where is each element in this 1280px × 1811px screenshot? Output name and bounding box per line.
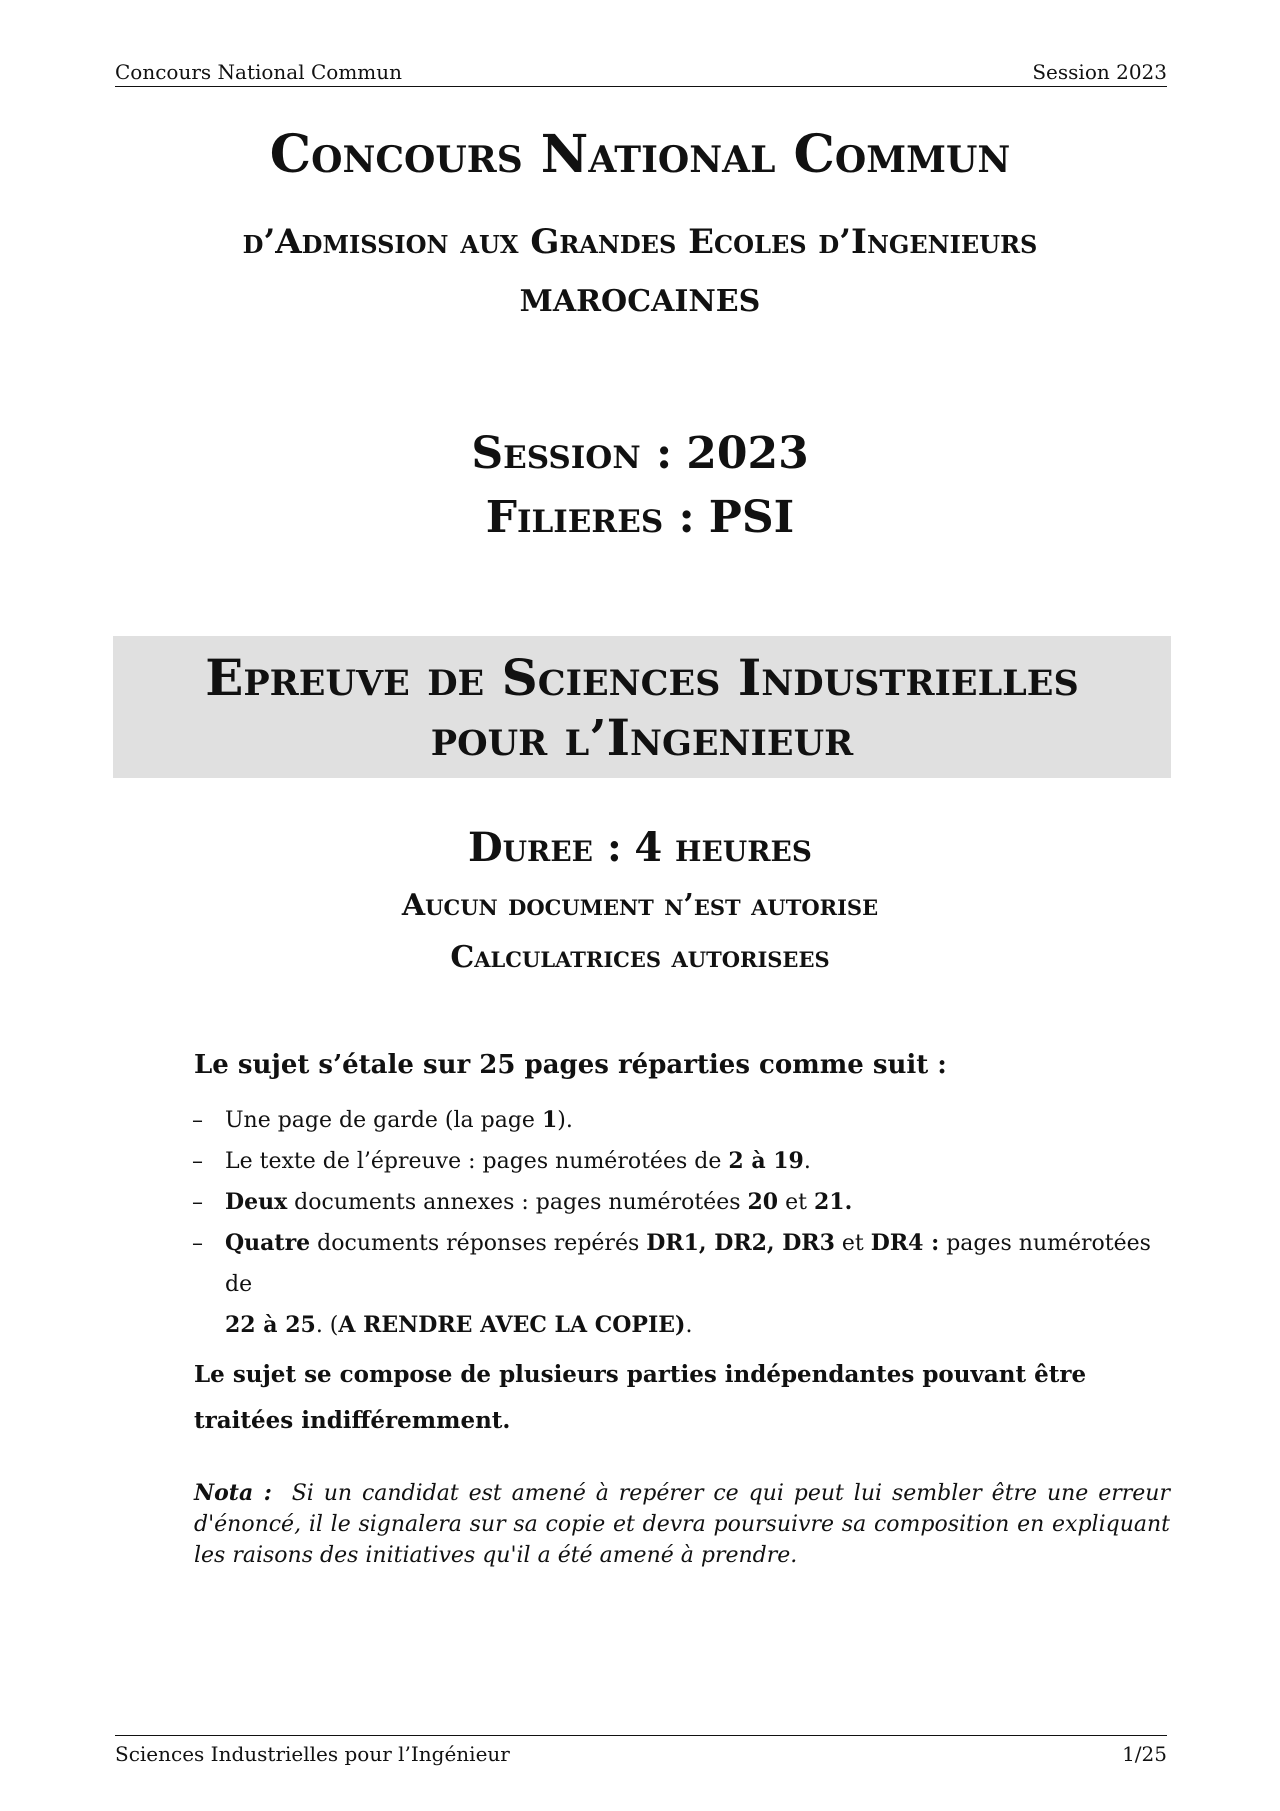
filieres-value: PSI [708, 492, 795, 543]
list-dash: – [192, 1231, 203, 1256]
pages-list [192, 1100, 1172, 1346]
contest-subtitle-2: MAROCAINES [519, 284, 761, 319]
exam-title-line1: Epreuve de Sciences Industrielles [205, 648, 1079, 707]
duration-label: Duree : [467, 824, 622, 871]
independence-note: Le sujet se compose de plusieurs parties indépendantes pouvant être traitées indifféremment. [194, 1361, 1087, 1434]
filieres-line [0, 492, 1280, 543]
pages-intro: Le sujet s’étale sur 25 pages réparties comme suit : [194, 1050, 947, 1080]
header-right: Session 2023 [1032, 60, 1167, 84]
list-item: – Deux documents annexes : pages numérotées 20 et 21. [192, 1182, 1172, 1223]
exam-title-line2: pour l’Ingenieur [430, 708, 854, 767]
list-item: – Le texte de l’épreuve : pages numérotées de 2 à 19. [192, 1141, 1172, 1182]
nota-label: Nota : [194, 1480, 272, 1506]
header-left: Concours National Commun [115, 60, 403, 84]
contest-title: Concours National Commun [269, 124, 1011, 185]
rule-no-document: Aucun document n’est autorise [401, 888, 879, 923]
nota-text: Si un candidat est amené à repérer ce qui peut lui sembler être une erreur d'énoncé, il le signalera sur sa copie et devra poursuivre sa composition en expliquant les raisons des initiatives qu'il a été amené à prendre. [194, 1481, 1170, 1568]
contest-subtitle: d’Admission aux Grandes Ecoles d’Ingenieurs [242, 222, 1038, 262]
duration-line [0, 824, 1280, 871]
nota-block [194, 1478, 1170, 1571]
page-footer [115, 1735, 1167, 1766]
session-line [0, 428, 1280, 479]
page-header [115, 60, 1167, 87]
list-item: – Une page de garde (la page 1). [192, 1100, 1172, 1141]
session-label: Session : [471, 428, 673, 479]
page-number: 1/25 [1122, 1742, 1167, 1766]
filieres-label: Filieres : [485, 492, 695, 543]
duration-value: 4 [634, 824, 663, 871]
rule-calculators: Calculatrices autorisees [450, 940, 830, 975]
session-value: 2023 [686, 428, 809, 479]
list-dash: – [192, 1149, 203, 1174]
footer-left: Sciences Industrielles pour l’Ingénieur [115, 1742, 510, 1766]
exam-title-band [113, 636, 1171, 778]
list-item-continuation: 22 à 25. (A RENDRE AVEC LA COPIE). [225, 1312, 693, 1338]
list-item: – Quatre documents réponses repérés DR1, DR2, DR3 et DR4 : pages numérotées de [192, 1223, 1172, 1305]
list-dash: – [192, 1190, 203, 1215]
duration-unit: heures [674, 824, 813, 871]
list-dash: – [192, 1108, 203, 1133]
